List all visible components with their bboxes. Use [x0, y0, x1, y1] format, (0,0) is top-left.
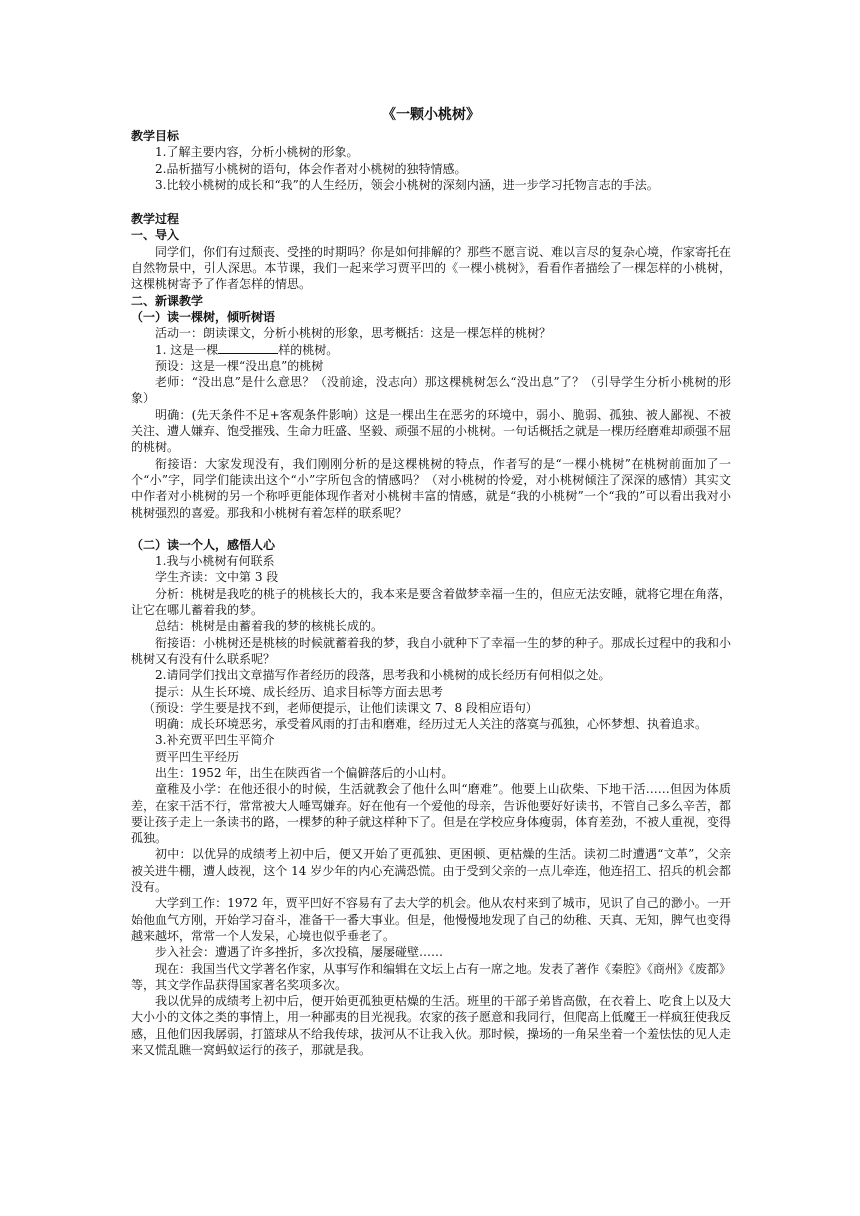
paragraph: 童稚及小学：在他还很小的时候，生活就教会了他什么叫“磨难”。他要上山砍柴、下地干活……但因为体质差，在家干活不行，常常被大人唾骂嫌弃。好在他有一个爱他的母亲，告诉他要好好读书，不管自己多么辛苦，都要让孩子走上一条读书的路，一棵梦的种子就这样种下了。但是在学校应身体瘦弱，体育差劲，不被人重视，变得孤独。 — [131, 782, 732, 846]
fill-blank — [218, 342, 278, 354]
process-heading: 教学过程 — [131, 212, 180, 227]
intro-paragraph: 同学们，你们有过颓丧、受挫的时期吗？你是如何排解的？那些不愿言说、难以言尽的复杂心境，作家寄托在自然物景中，引人深思。本节课，我们一起来学习贾平凹的《一棵小桃树》，看看作者描绘了一棵怎样的小桃树，这棵桃树寄予了作者怎样的情思。 — [131, 244, 732, 292]
question-1 — [131, 342, 731, 358]
paragraph: 步入社会：遭遇了许多挫折，多次投稿，屡屡碰壁…… — [155, 945, 444, 960]
preset-paragraph: 预设：这是一棵“没出息”的桃树 — [155, 358, 324, 373]
paragraph: 3.补充贾平凹生平简介 — [155, 733, 275, 748]
question-1-suffix: 样的桃树。 — [278, 342, 339, 357]
section-2-heading: （二）读一个人，感悟人心 — [131, 537, 276, 552]
activity-paragraph: 活动一：朗读课文，分析小桃树的形象，思考概括：这是一棵怎样的桃树？ — [155, 326, 552, 341]
paragraph: 2.请同学们找出文章描写作者经历的段落，思考我和小桃树的成长经历有何相似之处。 — [155, 668, 611, 683]
paragraph: 衔接语：小桃树还是桃核的时候就蓄着我的梦，我自小就种下了幸福一生的梦的种子。那成长过程中的我和小桃树又有没有什么联系呢？ — [131, 635, 732, 666]
paragraph: 大学到工作：1972 年，贾平凹好不容易有了去大学的机会。他从农村来到了城市，见识了自己的渺小。一开始他血气方刚，开始学习奋斗，准备干一番大事业。但是，他慢慢地发现了自己的幼稚、天真、无知，脾气也变得越来越坏，常常一个人发呆，心境也似乎垂老了。 — [131, 896, 732, 943]
paragraph: 提示：从生长环境、成长经历、追求目标等方面去思考 — [155, 684, 444, 699]
paragraph: 分析：桃树是我吃的桃子的桃核长大的，我本来是要含着做梦幸福一生的，但应无法安睡，就将它埋在角落，让它在哪儿蓄着我的梦。 — [131, 586, 732, 618]
paragraph: 1.我与小桃树有何联系 — [155, 554, 275, 569]
paragraph: 明确：成长环境恶劣，承受着风雨的打击和磨难，经历过无人关注的落寞与孤独，心怀梦想、执着追求。 — [155, 717, 708, 732]
section-1-heading: （一）读一棵树，倾听树语 — [131, 309, 276, 324]
document-title: 《一颗小桃树》 — [382, 107, 480, 123]
clarify-paragraph: 明确：(先天条件不足+客观条件影响）这是一棵出生在恶劣的环境中，弱小、脆弱、孤独、被人鄙视、不被关注、遭人嫌弃、饱受摧残、生命力旺盛、坚毅、顽强不屈的小桃树。一句话概括之就是一棵历经磨难却顽强不屈的桃树。 — [131, 407, 732, 455]
paragraph: 学生齐读：文中第 3 段 — [155, 570, 279, 585]
paragraph: 出生：1952 年，出生在陕西省一个偏僻落后的小山村。 — [155, 765, 454, 780]
goals-heading: 教学目标 — [131, 129, 180, 143]
document-body — [131, 106, 731, 1058]
new-lesson-heading: 二、新课教学 — [131, 293, 204, 308]
goal-item: 3.比较小桃树的成长和“我”的人生经历，领会小桃树的深刻内涵，进一步学习托物言志的手法。 — [155, 177, 659, 192]
intro-heading: 一、导入 — [131, 228, 180, 243]
goal-item: 2.品析描写小桃树的语句，体会作者对小桃树的独特情感。 — [155, 161, 467, 176]
goal-item: 1.了解主要内容，分析小桃树的形象。 — [155, 145, 359, 160]
question-1-prefix: 1. 这是一棵 — [155, 342, 219, 357]
transition-paragraph: 衔接语：大家发现没有，我们刚刚分析的是这棵桃树的特点，作者写的是“一棵小桃树”在桃树前面加了一个“小”字，同学们能读出这个“小”字所包含的情感吗？（对小桃树的怜爱，对小桃树倾注了深深的感情）其实文中作者对小桃树的另一个称呼更能体现作者对小桃树丰富的情感，就是“我的小桃树”一个“我的”可以看出我对小桃树强烈的喜爱。那我和小桃树有着怎样的联系呢？ — [131, 456, 731, 520]
paragraph: 现在：我国当代文学著名作家，从事写作和编辑在文坛上占有一席之地。发表了著作《秦腔》《商州》《废都》等，其文学作品获得国家著名奖项多次。 — [131, 961, 732, 992]
paragraph: 初中：以优异的成绩考上初中后，便又开始了更孤独、更困顿、更枯燥的生活。读初二时遭遇“文革”，父亲被关进牛棚，遭人歧视，这个 14 岁少年的内心充满恐慌。由于受到父亲的一点儿牵连，他连招工、招兵的机会都没有。 — [131, 847, 731, 895]
paragraph: 贾平凹生平经历 — [155, 749, 240, 764]
paragraph: （预设：学生要是找不到，老师便提示，让他们读课文 7、8 段相应语句） — [143, 700, 538, 715]
paragraph: 总结：桃树是由蓄着我的梦的核桃长成的。 — [155, 619, 384, 634]
teacher-paragraph: 老师：“没出息”是什么意思？（没前途，没志向）那这棵桃树怎么“没出息”了？（引导学生分析小桃树的形象） — [131, 375, 731, 406]
paragraph: 我以优异的成绩考上初中后，便开始更孤独更枯燥的生活。班里的干部子弟皆高傲，在衣着上、吃食上以及大大小小的文体之类的事情上，用一种鄙夷的目光视我。农家的孩子愿意和我同行，但爬高上低魔王一样疯狂使我反感，且他们因我孱弱，打篮球从不给我传球，拔河从不让我入伙。那时候，操场的一角呆坐着一个羞怯怯的见人走来又慌乱瞧一窝蚂蚁运行的孩子，那就是我。 — [131, 994, 732, 1058]
